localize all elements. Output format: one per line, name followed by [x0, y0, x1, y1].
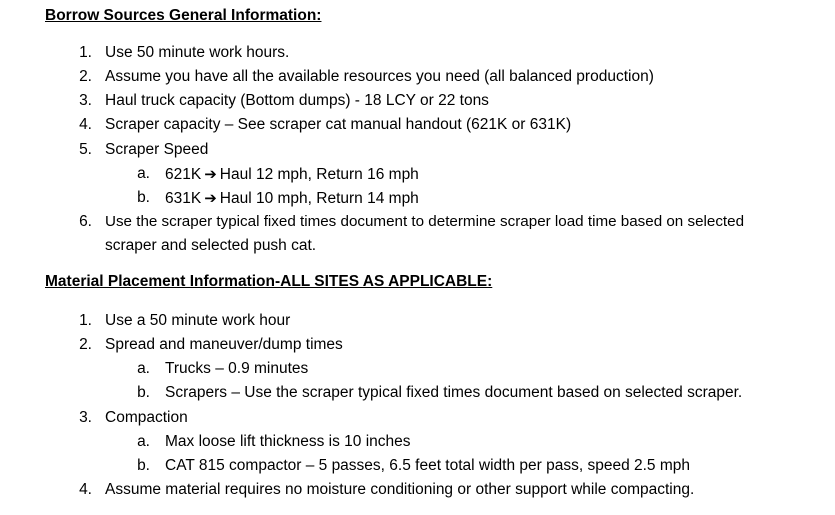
borrow-sources-heading: Borrow Sources General Information: — [45, 7, 322, 24]
sub-text: Scrapers – Use the scraper typical fixed times document based on selected scraper. — [165, 384, 743, 401]
list-number: 5. — [79, 141, 92, 158]
list-text: Use the scraper typical fixed times document to determine scraper load time based on selected — [105, 213, 745, 230]
list-text: Scraper Speed — [105, 141, 209, 158]
sub-letter: b. — [137, 189, 150, 206]
list-number: 3. — [79, 92, 92, 109]
list-number: 4. — [79, 116, 92, 133]
scraper-model: 631K — [165, 190, 202, 207]
sub-text: CAT 815 compactor – 5 passes, 6.5 feet total width per pass, speed 2.5 mph — [165, 457, 691, 474]
sub-text: Max loose lift thickness is 10 inches — [165, 433, 411, 450]
list-text: Scraper capacity – See scraper cat manual handout (621K or 631K) — [105, 116, 572, 133]
sub-letter: a. — [137, 360, 150, 377]
sub-letter: a. — [137, 165, 150, 182]
right-arrow-icon: ➔ — [204, 165, 217, 183]
sub-letter: b. — [137, 384, 150, 401]
speed-text: Haul 12 mph, Return 16 mph — [219, 166, 419, 183]
sub-text: Trucks – 0.9 minutes — [165, 360, 309, 377]
list-text: Assume you have all the available resources you need (all balanced production) — [105, 68, 654, 85]
list-text: Use a 50 minute work hour — [105, 312, 291, 329]
list-number: 1. — [79, 44, 92, 61]
scraper-model: 621K — [165, 166, 202, 183]
list-number: 2. — [79, 336, 92, 353]
right-arrow-icon: ➔ — [204, 189, 217, 207]
list-text: Use 50 minute work hours. — [105, 44, 290, 61]
speed-text: Haul 10 mph, Return 14 mph — [219, 190, 419, 207]
list-number: 4. — [79, 481, 92, 498]
list-text: Assume material requires no moisture conditioning or other support while compacting. — [105, 481, 695, 498]
list-text: scraper and selected push cat. — [105, 237, 317, 254]
sub-letter: a. — [137, 433, 150, 450]
list-number: 2. — [79, 68, 92, 85]
list-text: Spread and maneuver/dump times — [105, 336, 343, 353]
sub-letter: b. — [137, 457, 150, 474]
list-text: Compaction — [105, 409, 188, 426]
list-number: 1. — [79, 312, 92, 329]
list-number: 6. — [79, 213, 92, 230]
list-text: Haul truck capacity (Bottom dumps) - 18 LCY or 22 tons — [105, 92, 489, 109]
list-number: 3. — [79, 409, 92, 426]
material-placement-heading: Material Placement Information-ALL SITES AS APPLICABLE: — [45, 273, 493, 290]
